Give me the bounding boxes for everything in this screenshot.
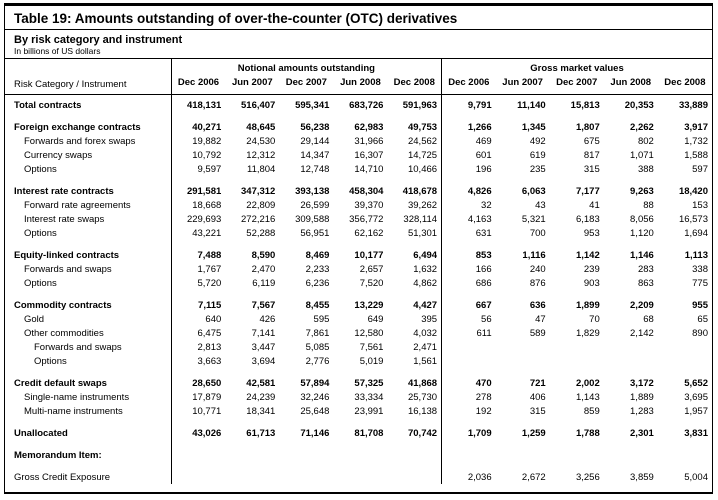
value-cell: 16,307 xyxy=(354,150,384,161)
value-cell: 11,804 xyxy=(246,164,276,175)
table-row xyxy=(5,404,712,418)
value-cell: 953 xyxy=(583,228,600,239)
value-cell: 19,882 xyxy=(171,134,225,148)
table-row xyxy=(5,368,712,390)
value-cell xyxy=(496,340,550,354)
value-cell: 7,861 xyxy=(305,328,330,339)
value-cell: 2,233 xyxy=(305,264,330,275)
value-cell: 597 xyxy=(692,164,708,175)
value-cell: 686 xyxy=(442,276,496,290)
value-cell: 5,652 xyxy=(684,378,708,389)
value-cell: 7,141 xyxy=(251,328,276,339)
value-cell: 23,991 xyxy=(354,406,384,417)
value-cell: 395 xyxy=(421,314,438,325)
value-cell xyxy=(387,462,441,484)
value-cell: 62,162 xyxy=(354,228,384,239)
table-row xyxy=(5,148,712,162)
row-label: Currency swaps xyxy=(24,150,93,161)
value-cell: 283 xyxy=(637,264,654,275)
value-cell: 619 xyxy=(529,150,546,161)
value-cell: 470 xyxy=(442,368,496,390)
value-cell: 9,597 xyxy=(171,162,225,176)
table-row xyxy=(5,354,712,368)
value-cell: 309,588 xyxy=(295,214,330,225)
value-cell: 11,140 xyxy=(517,100,546,111)
value-cell: 338 xyxy=(692,264,708,275)
unit-note: In billions of US dollars xyxy=(14,46,101,56)
value-cell: 1,259 xyxy=(521,428,546,439)
row-label: Forwards and swaps xyxy=(24,264,112,275)
col-header: Dec 2008 xyxy=(387,75,441,95)
value-cell xyxy=(658,440,712,462)
value-cell: 775 xyxy=(692,278,708,289)
value-cell: 675 xyxy=(583,136,600,147)
row-label: Unallocated xyxy=(14,428,68,439)
value-cell: 903 xyxy=(583,278,600,289)
value-cell: 42,581 xyxy=(246,378,276,389)
table-row xyxy=(5,340,712,354)
value-cell: 33,889 xyxy=(678,100,708,111)
col-header: Jun 2007 xyxy=(496,75,550,95)
value-cell xyxy=(550,354,604,368)
value-cell: 13,229 xyxy=(354,300,384,311)
value-cell: 22,809 xyxy=(246,200,276,211)
value-cell: 601 xyxy=(442,148,496,162)
col-header: Jun 2007 xyxy=(225,75,279,95)
value-cell xyxy=(387,440,441,462)
value-cell: 7,520 xyxy=(359,278,384,289)
value-cell: 9,263 xyxy=(630,186,654,197)
value-cell xyxy=(171,440,225,462)
value-cell: 6,494 xyxy=(413,250,438,261)
value-cell: 1,143 xyxy=(575,392,600,403)
value-cell xyxy=(496,354,550,368)
value-cell xyxy=(658,354,712,368)
value-cell: 595 xyxy=(313,314,330,325)
value-cell: 26,599 xyxy=(300,200,330,211)
value-cell: 41 xyxy=(589,200,600,211)
value-cell: 328,114 xyxy=(403,214,438,225)
value-cell: 291,581 xyxy=(171,176,225,198)
value-cell: 347,312 xyxy=(241,186,276,197)
value-cell: 81,708 xyxy=(354,428,384,439)
row-label: Forwards and swaps xyxy=(34,342,122,353)
value-cell xyxy=(604,440,658,462)
value-cell: 278 xyxy=(442,390,496,404)
value-cell: 18,668 xyxy=(171,198,225,212)
value-cell: 62,983 xyxy=(354,122,384,133)
value-cell xyxy=(658,340,712,354)
value-cell: 15,813 xyxy=(570,100,600,111)
col-header: Jun 2008 xyxy=(604,75,658,95)
value-cell: 7,177 xyxy=(575,186,600,197)
table-title: Table 19: Amounts outstanding of over-the-counter (OTC) derivatives xyxy=(5,6,712,30)
value-cell: 5,004 xyxy=(684,472,708,483)
value-cell: 853 xyxy=(442,240,496,262)
value-cell: 667 xyxy=(442,290,496,312)
value-cell: 955 xyxy=(692,300,708,311)
value-cell: 18,420 xyxy=(678,186,708,197)
value-cell: 12,748 xyxy=(300,164,330,175)
value-cell: 14,347 xyxy=(300,150,330,161)
row-label: Commodity contracts xyxy=(14,300,112,311)
value-cell: 2,470 xyxy=(251,264,276,275)
value-cell: 3,695 xyxy=(684,392,708,403)
value-cell: 47 xyxy=(535,314,546,325)
value-cell: 7,561 xyxy=(359,342,384,353)
value-cell: 393,138 xyxy=(295,186,330,197)
value-cell: 6,183 xyxy=(575,214,600,225)
table-row xyxy=(5,462,712,484)
value-cell: 683,726 xyxy=(349,100,384,111)
col-header: Dec 2006 xyxy=(171,75,225,95)
value-cell: 1,266 xyxy=(442,112,496,134)
value-cell: 876 xyxy=(529,278,546,289)
value-cell: 40,271 xyxy=(171,112,225,134)
value-cell: 1,588 xyxy=(684,150,708,161)
row-header-label: Risk Category / Instrument xyxy=(5,75,171,95)
value-cell: 1,561 xyxy=(413,356,438,367)
derivatives-table xyxy=(5,58,712,484)
value-cell: 2,002 xyxy=(575,378,600,389)
value-cell: 272,216 xyxy=(241,214,276,225)
value-cell xyxy=(171,462,225,484)
value-cell: 8,056 xyxy=(630,214,654,225)
value-cell: 6,063 xyxy=(521,186,546,197)
row-label: Forward rate agreements xyxy=(24,200,131,211)
row-label: Other commodities xyxy=(24,328,104,339)
value-cell: 1,899 xyxy=(575,300,600,311)
value-cell: 14,725 xyxy=(407,150,438,161)
value-cell: 1,632 xyxy=(413,264,438,275)
value-cell: 12,312 xyxy=(246,150,276,161)
table-subtitle: By risk category and instrument xyxy=(14,34,183,46)
table-row xyxy=(5,198,712,212)
value-cell: 3,694 xyxy=(251,356,276,367)
value-cell: 8,590 xyxy=(251,250,276,261)
value-cell: 56,951 xyxy=(300,228,330,239)
value-cell: 41,868 xyxy=(407,378,438,389)
value-cell: 315 xyxy=(583,164,600,175)
value-cell: 1,767 xyxy=(171,262,225,276)
row-label: Total contracts xyxy=(14,100,82,111)
value-cell: 1,116 xyxy=(522,250,546,261)
value-cell: 25,648 xyxy=(300,406,330,417)
value-cell: 356,772 xyxy=(349,214,384,225)
value-cell: 3,663 xyxy=(171,354,225,368)
row-label: Interest rate contracts xyxy=(14,186,114,197)
value-cell: 1,709 xyxy=(442,418,496,440)
value-cell: 16,573 xyxy=(678,214,708,225)
value-cell: 4,427 xyxy=(413,300,438,311)
value-cell: 24,530 xyxy=(246,136,276,147)
value-cell: 1,345 xyxy=(521,122,546,133)
value-cell: 2,471 xyxy=(413,342,438,353)
value-cell: 406 xyxy=(529,392,546,403)
table-row xyxy=(5,290,712,312)
value-cell: 1,829 xyxy=(575,328,600,339)
table-row xyxy=(5,212,712,226)
value-cell xyxy=(604,340,658,354)
value-cell: 28,650 xyxy=(171,368,225,390)
table-row xyxy=(5,262,712,276)
value-cell: 57,325 xyxy=(354,378,384,389)
row-label: Options xyxy=(34,356,67,367)
value-cell: 18,341 xyxy=(246,406,276,417)
value-cell: 153 xyxy=(692,200,708,211)
value-cell: 70,742 xyxy=(407,428,438,439)
value-cell: 631 xyxy=(442,226,496,240)
corner-cell xyxy=(5,59,171,75)
value-cell: 166 xyxy=(442,262,496,276)
value-cell: 315 xyxy=(529,406,546,417)
value-cell xyxy=(442,340,496,354)
value-cell: 24,562 xyxy=(407,136,438,147)
value-cell: 4,163 xyxy=(442,212,496,226)
value-cell: 589 xyxy=(529,328,546,339)
value-cell: 2,301 xyxy=(630,428,654,439)
value-cell: 229,693 xyxy=(171,212,225,226)
value-cell: 2,209 xyxy=(630,300,654,311)
value-cell xyxy=(496,440,550,462)
value-cell: 12,580 xyxy=(354,328,384,339)
value-cell: 1,807 xyxy=(575,122,600,133)
table-row xyxy=(5,440,712,462)
value-cell xyxy=(333,462,387,484)
value-cell: 10,771 xyxy=(171,404,225,418)
value-cell xyxy=(225,440,279,462)
value-cell: 458,304 xyxy=(349,186,384,197)
value-cell: 721 xyxy=(529,378,546,389)
value-cell: 6,236 xyxy=(305,278,330,289)
value-cell: 8,469 xyxy=(305,250,330,261)
value-cell: 43,026 xyxy=(171,418,225,440)
value-cell: 51,301 xyxy=(407,228,438,239)
col-header: Dec 2006 xyxy=(442,75,496,95)
value-cell: 70 xyxy=(589,314,600,325)
value-cell: 426 xyxy=(259,314,276,325)
value-cell: 2,672 xyxy=(521,472,546,483)
table-row xyxy=(5,162,712,176)
table-row xyxy=(5,226,712,240)
value-cell: 649 xyxy=(367,314,384,325)
table-frame xyxy=(4,3,713,494)
value-cell xyxy=(604,354,658,368)
value-cell: 71,146 xyxy=(300,428,330,439)
table-row xyxy=(5,176,712,198)
value-cell: 802 xyxy=(637,136,654,147)
value-cell xyxy=(550,440,604,462)
value-cell: 88 xyxy=(643,200,654,211)
col-header: Jun 2008 xyxy=(333,75,387,95)
value-cell: 5,085 xyxy=(305,342,330,353)
value-cell: 1,694 xyxy=(684,228,708,239)
value-cell: 25,730 xyxy=(407,392,438,403)
table-row xyxy=(5,112,712,134)
row-label: Options xyxy=(24,228,57,239)
value-cell: 56,238 xyxy=(300,122,330,133)
table-row xyxy=(5,95,712,113)
value-cell: 6,475 xyxy=(171,326,225,340)
value-cell xyxy=(279,462,333,484)
table-row xyxy=(5,326,712,340)
value-cell: 56 xyxy=(442,312,496,326)
value-cell: 1,732 xyxy=(684,136,708,147)
value-cell: 196 xyxy=(442,162,496,176)
value-cell: 33,334 xyxy=(354,392,384,403)
value-cell xyxy=(225,462,279,484)
value-cell: 16,138 xyxy=(407,406,438,417)
value-cell xyxy=(442,354,496,368)
row-label: Foreign exchange contracts xyxy=(14,122,141,133)
value-cell: 2,262 xyxy=(630,122,654,133)
value-cell: 5,321 xyxy=(521,214,546,225)
col-header: Dec 2008 xyxy=(658,75,712,95)
table-row xyxy=(5,276,712,290)
value-cell: 5,720 xyxy=(171,276,225,290)
row-label: Interest rate swaps xyxy=(24,214,105,225)
value-cell: 5,019 xyxy=(359,356,384,367)
value-cell: 2,776 xyxy=(305,356,330,367)
value-cell: 1,113 xyxy=(684,250,708,261)
value-cell: 4,032 xyxy=(413,328,438,339)
value-cell: 6,119 xyxy=(252,278,276,289)
value-cell: 863 xyxy=(637,278,654,289)
value-cell: 4,862 xyxy=(413,278,438,289)
value-cell: 2,657 xyxy=(359,264,384,275)
value-cell: 1,120 xyxy=(630,228,654,239)
value-cell: 4,826 xyxy=(442,176,496,198)
value-cell: 2,036 xyxy=(442,462,496,484)
value-cell: 817 xyxy=(583,150,600,161)
value-cell xyxy=(442,440,496,462)
value-cell: 17,879 xyxy=(171,390,225,404)
col-header: Dec 2007 xyxy=(279,75,333,95)
value-cell: 1,071 xyxy=(630,150,654,161)
value-cell: 3,172 xyxy=(630,378,654,389)
value-cell xyxy=(333,440,387,462)
value-cell: 239 xyxy=(583,264,600,275)
value-cell: 8,455 xyxy=(305,300,330,311)
value-cell: 3,917 xyxy=(684,122,708,133)
value-cell: 1,146 xyxy=(630,250,654,261)
value-cell: 10,466 xyxy=(407,164,438,175)
value-cell: 235 xyxy=(529,164,546,175)
value-cell: 48,645 xyxy=(246,122,276,133)
value-cell: 24,239 xyxy=(246,392,276,403)
value-cell: 65 xyxy=(697,314,708,325)
value-cell: 10,792 xyxy=(171,148,225,162)
table-body xyxy=(5,95,712,485)
row-label: Credit default swaps xyxy=(14,378,107,389)
value-cell: 7,115 xyxy=(171,290,225,312)
row-label: Single-name instruments xyxy=(24,392,130,403)
value-cell: 388 xyxy=(637,164,654,175)
row-label: Gold xyxy=(24,314,45,325)
value-cell: 68 xyxy=(643,314,654,325)
value-cell: 43,221 xyxy=(171,226,225,240)
value-cell: 890 xyxy=(692,328,708,339)
value-cell: 611 xyxy=(442,326,496,340)
column-group-row xyxy=(5,59,712,75)
value-cell: 43 xyxy=(535,200,546,211)
value-cell: 57,894 xyxy=(300,378,330,389)
value-cell: 14,710 xyxy=(354,164,384,175)
value-cell: 1,283 xyxy=(630,406,654,417)
value-cell: 640 xyxy=(171,312,225,326)
row-label: Memorandum Item: xyxy=(14,450,102,461)
value-cell xyxy=(550,340,604,354)
value-cell: 52,288 xyxy=(246,228,276,239)
table-row xyxy=(5,418,712,440)
table-row xyxy=(5,240,712,262)
value-cell: 469 xyxy=(442,134,496,148)
table-row xyxy=(5,390,712,404)
value-cell: 20,353 xyxy=(624,100,654,111)
value-cell: 2,142 xyxy=(630,328,654,339)
value-cell: 1,889 xyxy=(630,392,654,403)
value-cell: 32 xyxy=(442,198,496,212)
col-header: Dec 2007 xyxy=(550,75,604,95)
row-label: Options xyxy=(24,278,57,289)
row-label: Options xyxy=(24,164,57,175)
value-cell: 595,341 xyxy=(295,100,330,111)
value-cell: 192 xyxy=(442,404,496,418)
value-cell: 2,813 xyxy=(171,340,225,354)
row-label: Multi-name instruments xyxy=(24,406,123,417)
row-label: Forwards and forex swaps xyxy=(24,136,136,147)
value-cell: 29,144 xyxy=(300,136,330,147)
value-cell: 7,488 xyxy=(171,240,225,262)
group-header-gross: Gross market values xyxy=(442,59,712,75)
value-cell: 700 xyxy=(529,228,546,239)
table-row xyxy=(5,312,712,326)
value-cell: 7,567 xyxy=(251,300,276,311)
value-cell xyxy=(279,440,333,462)
group-header-notional: Notional amounts outstanding xyxy=(171,59,441,75)
value-cell: 859 xyxy=(583,406,600,417)
value-cell: 49,753 xyxy=(407,122,438,133)
row-label: Equity-linked contracts xyxy=(14,250,120,261)
value-cell: 418,131 xyxy=(171,95,225,113)
value-cell: 9,791 xyxy=(442,95,496,113)
row-label: Gross Credit Exposure xyxy=(14,472,111,483)
table-row xyxy=(5,134,712,148)
value-cell: 591,963 xyxy=(402,100,438,111)
column-header-row xyxy=(5,75,712,95)
value-cell: 3,256 xyxy=(575,472,600,483)
value-cell: 10,177 xyxy=(354,250,384,261)
value-cell: 3,831 xyxy=(684,428,708,439)
value-cell: 636 xyxy=(529,300,546,311)
value-cell: 1,957 xyxy=(684,406,708,417)
value-cell: 39,262 xyxy=(407,200,438,211)
value-cell: 1,142 xyxy=(575,250,600,261)
value-cell: 39,370 xyxy=(354,200,384,211)
value-cell: 3,859 xyxy=(630,472,654,483)
value-cell: 61,713 xyxy=(246,428,276,439)
value-cell: 492 xyxy=(529,136,546,147)
value-cell: 516,407 xyxy=(241,100,276,111)
value-cell: 32,246 xyxy=(300,392,330,403)
value-cell: 1,788 xyxy=(575,428,600,439)
value-cell: 3,447 xyxy=(251,342,276,353)
value-cell: 31,966 xyxy=(354,136,384,147)
value-cell: 240 xyxy=(529,264,546,275)
value-cell: 418,678 xyxy=(402,186,438,197)
